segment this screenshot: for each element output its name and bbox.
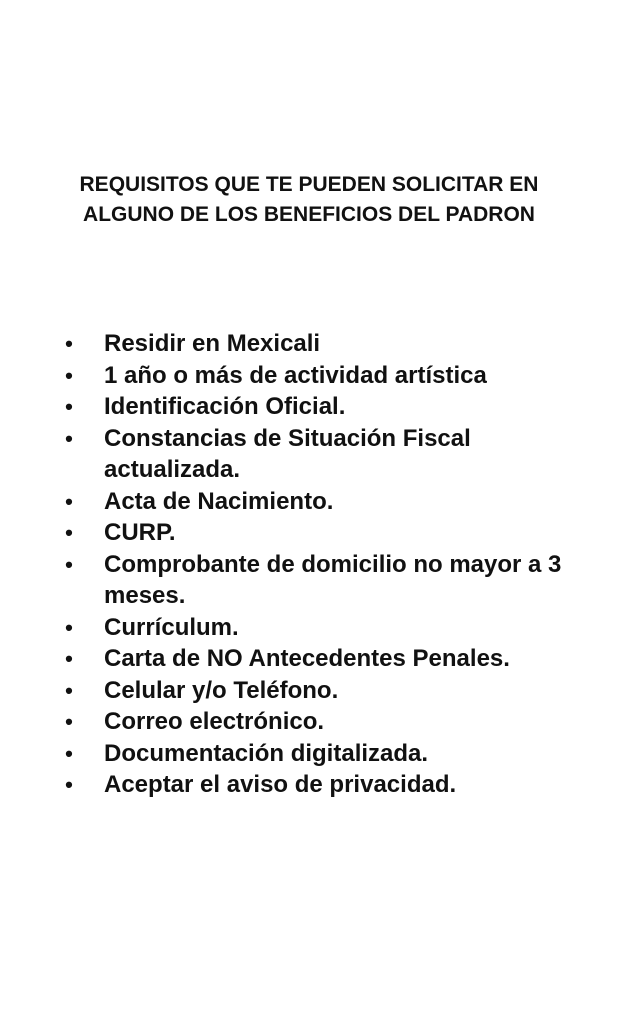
- requirement-text: CURP.: [104, 519, 176, 546]
- bullet-icon: •: [65, 425, 73, 451]
- requirement-item: [0, 517, 618, 549]
- requirement-item: [0, 328, 618, 360]
- requirement-text: 1 año o más de actividad artística: [104, 361, 487, 389]
- requirement-item: [0, 360, 618, 392]
- requirement-item: [0, 549, 618, 612]
- requirement-text: Residir en Mexicali: [104, 330, 321, 357]
- bullet-icon: •: [65, 646, 73, 671]
- requirement-text: Aceptar el aviso de privacidad.: [104, 771, 457, 798]
- bullet-icon: •: [65, 520, 73, 545]
- requirements-list: [0, 328, 618, 801]
- requirement-text: Acta de Nacimiento.: [104, 487, 334, 515]
- title-line-2: ALGUNO DE LOS BENEFICIOS DEL PADRON: [83, 203, 535, 226]
- requirement-item: [0, 486, 618, 518]
- bullet-icon: •: [65, 614, 73, 640]
- bullet-icon: •: [65, 740, 73, 766]
- page-title: [0, 170, 618, 230]
- requirement-text: Currículum.: [104, 613, 239, 641]
- requirement-text: Identificación Oficial.: [104, 393, 346, 420]
- bullet-icon: •: [65, 709, 73, 734]
- requirement-item: [0, 391, 618, 423]
- requirement-item: [0, 706, 618, 738]
- bullet-icon: •: [65, 677, 73, 703]
- requirement-item: [0, 738, 618, 770]
- requirement-item: [0, 612, 618, 644]
- requirement-text: Celular y/o Teléfono.: [104, 676, 339, 704]
- requirement-item: [0, 769, 618, 801]
- requirement-item: [0, 675, 618, 707]
- bullet-icon: •: [65, 772, 73, 797]
- bullet-icon: •: [65, 488, 73, 514]
- requirement-text: Correo electrónico.: [104, 708, 325, 735]
- requirement-text: Documentación digitalizada.: [104, 739, 429, 767]
- bullet-icon: •: [65, 362, 73, 388]
- requirement-item: [0, 643, 618, 675]
- bullet-icon: •: [65, 331, 73, 356]
- requirement-text: Comprobante de domicilio no mayor a 3 meses.: [104, 550, 562, 609]
- bullet-icon: •: [65, 394, 73, 419]
- requirement-text: Constancias de Situación Fiscal actualizada.: [104, 424, 471, 483]
- requirement-text: Carta de NO Antecedentes Penales.: [104, 645, 510, 672]
- bullet-icon: •: [65, 551, 73, 577]
- requirement-item: [0, 423, 618, 486]
- title-line-1: REQUISITOS QUE TE PUEDEN SOLICITAR EN: [79, 173, 539, 196]
